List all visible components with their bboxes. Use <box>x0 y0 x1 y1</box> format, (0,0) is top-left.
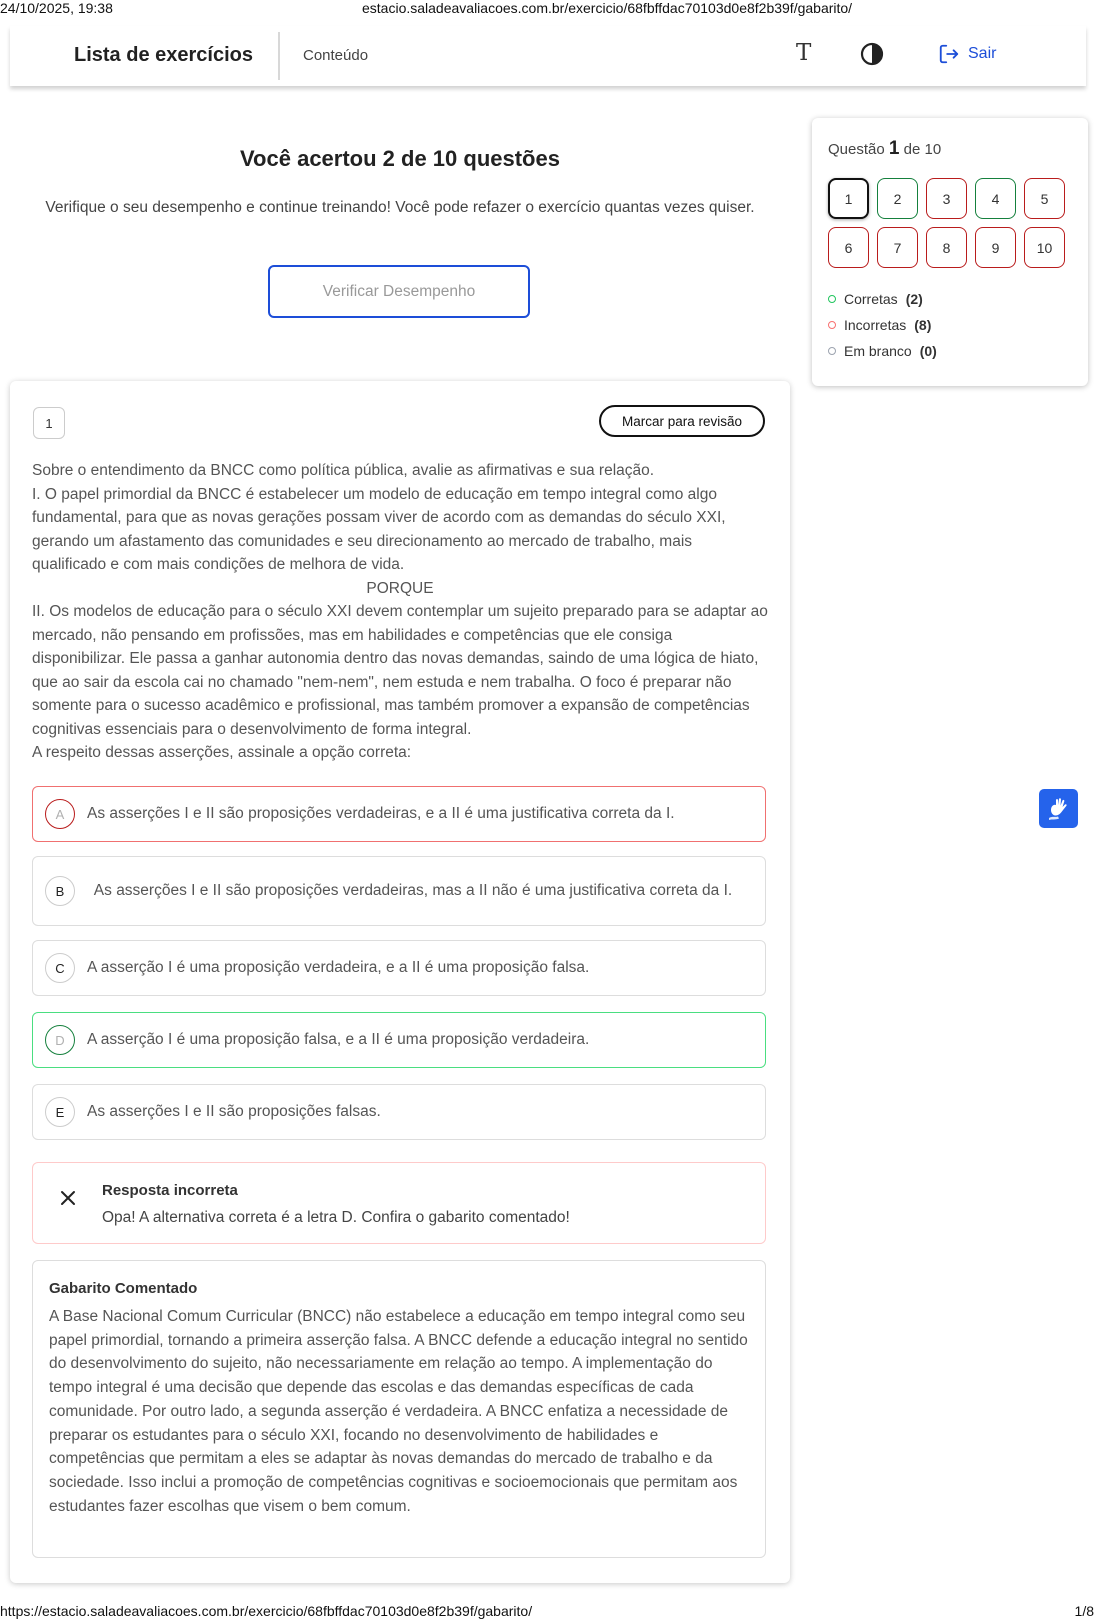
question-button-4[interactable]: 4 <box>975 178 1016 219</box>
question-position <box>828 138 941 160</box>
result-subtitle: Verifique o seu desempenho e continue treinando! Você pode refazer o exercício quantas vezes quiser. <box>45 199 755 216</box>
option-text-a: As asserções I e II são proposições verdadeiras, e a II é uma justificativa correta da I. <box>87 805 675 822</box>
question-navigator <box>812 118 1088 386</box>
option-letter-a: A <box>45 799 75 829</box>
print-header <box>0 0 1096 18</box>
status-legend <box>828 286 937 364</box>
question-card <box>10 381 790 1583</box>
close-icon <box>59 1189 77 1207</box>
statement-intro: Sobre o entendimento da BNCC como política pública, avalie as afirmativas e sua relação. <box>32 462 655 479</box>
option-b[interactable] <box>32 856 766 926</box>
libras-accessibility-button[interactable] <box>1039 789 1078 828</box>
verify-performance-button[interactable]: Verificar Desempenho <box>268 265 530 318</box>
top-navbar <box>10 26 1086 86</box>
feedback-message: Opa! A alternativa correta é a letra D. Confira o gabarito comentado! <box>102 1209 570 1226</box>
legend-correct-label: Corretas <box>844 291 898 307</box>
question-button-9[interactable]: 9 <box>975 227 1016 268</box>
option-letter-e: E <box>45 1097 75 1127</box>
print-url: estacio.saladeavaliacoes.com.br/exercicio/68fbffdac70103d0e8f2b39f/gabarito/ <box>362 0 853 16</box>
logout-button[interactable] <box>938 42 996 66</box>
question-button-3[interactable]: 3 <box>926 178 967 219</box>
question-statement <box>32 459 768 765</box>
sign-language-icon <box>1046 796 1072 822</box>
question-button-5[interactable]: 5 <box>1024 178 1065 219</box>
commented-answer <box>32 1260 766 1558</box>
navbar-divider <box>278 32 280 80</box>
incorrect-dot-icon <box>828 321 836 329</box>
question-button-8[interactable]: 8 <box>926 227 967 268</box>
question-position-current: 1 <box>888 138 900 159</box>
question-button-6[interactable]: 6 <box>828 227 869 268</box>
contrast-icon[interactable] <box>860 42 884 66</box>
option-a[interactable] <box>32 786 766 842</box>
commented-answer-title: Gabarito Comentado <box>49 1280 198 1297</box>
option-text-e: As asserções I e II são proposições falsas. <box>87 1103 381 1120</box>
question-position-suffix: de 10 <box>903 141 942 158</box>
legend-blank-label: Em branco <box>844 343 912 359</box>
legend-correct <box>828 286 937 312</box>
legend-correct-count: (2) <box>905 291 923 307</box>
option-letter-d: D <box>45 1025 75 1055</box>
answer-feedback <box>32 1162 766 1244</box>
blank-dot-icon <box>828 347 836 355</box>
print-page-number: 1/8 <box>1074 1603 1094 1619</box>
print-footer-url: https://estacio.saladeavaliacoes.com.br/exercicio/68fbffdac70103d0e8f2b39f/gabarito/ <box>0 1603 533 1619</box>
legend-incorrect <box>828 312 937 338</box>
option-d[interactable] <box>32 1012 766 1068</box>
legend-blank-count: (0) <box>919 343 937 359</box>
question-position-prefix: Questão <box>828 141 885 158</box>
question-button-2[interactable]: 2 <box>877 178 918 219</box>
option-text-b: As asserções I e II são proposições verdadeiras, mas a II não é uma justificativa correta da I. <box>93 882 733 899</box>
question-button-7[interactable]: 7 <box>877 227 918 268</box>
logout-icon <box>938 43 960 65</box>
mark-for-review-button[interactable]: Marcar para revisão <box>599 405 765 437</box>
question-button-1[interactable]: 1 <box>828 178 869 219</box>
print-datetime: 24/10/2025, 19:38 <box>0 0 113 16</box>
result-title: Você acertou 2 de 10 questões <box>240 146 560 171</box>
feedback-title: Resposta incorreta <box>102 1182 238 1199</box>
statement-assertion-2: II. Os modelos de educação para o século XXI devem contemplar um sujeito preparado para se adaptar ao mercado, não pensando em profissões, mas em habilidades e competências que ele consiga disponibilizar. Ele passa a ganhar autonomia dentro das novas demandas, saindo de uma lógica de hiato, que ao sair da escola cai no chamado "nem-nem", nem estuda e nem trabalha. O foco é preparar não somente para o sucesso acadêmico e profissional, mas também promover a expansão de competências cognitivas essenciais para o desenvolvimento de forma integral. <box>32 603 768 738</box>
question-number-badge: 1 <box>33 407 65 439</box>
font-size-icon[interactable]: T <box>796 40 812 66</box>
option-text-c: A asserção I é uma proposição verdadeira, e a II é uma proposição falsa. <box>87 959 590 976</box>
statement-prompt: A respeito dessas asserções, assinale a opção correta: <box>32 744 412 761</box>
option-e[interactable] <box>32 1084 766 1140</box>
correct-dot-icon <box>828 295 836 303</box>
option-letter-c: C <box>45 953 75 983</box>
statement-connector: PORQUE <box>366 579 434 597</box>
content-link[interactable]: Conteúdo <box>303 47 369 64</box>
commented-answer-body: A Base Nacional Comum Curricular (BNCC) não estabelece a educação em tempo integral como seu papel primordial, tornando a primeira asserção falsa. A BNCC defende a educação integral no sentido do desenvolvimento do sujeito, não necessariamente em relação ao tempo. A implementação do tempo integral é uma decisão que depende das escolas e das demandas específicas de cada comunidade. Por outro lado, a segunda asserção é verdadeira. A BNCC enfatiza a necessidade de preparar os estudantes para o século XXI, focando no desenvolvimento de habilidades e competências que permitam a eles se adaptar às novas demandas do mercado de trabalho e da sociedade. Isso inclui a promoção de competências cognitivas e socioemocionais que permitam aos estudantes fazer escolhas que visem o bem comum. <box>49 1308 748 1515</box>
legend-blank <box>828 338 937 364</box>
option-text-d: A asserção I é uma proposição falsa, e a II é uma proposição verdadeira. <box>87 1031 590 1048</box>
print-footer <box>0 1603 1096 1621</box>
app-title: Lista de exercícios <box>74 44 253 66</box>
option-c[interactable] <box>32 940 766 996</box>
logout-label: Sair <box>968 45 997 62</box>
legend-incorrect-label: Incorretas <box>844 317 907 333</box>
legend-incorrect-count: (8) <box>914 317 932 333</box>
statement-assertion-1: I. O papel primordial da BNCC é estabelecer um modelo de educação em tempo integral como algo fundamental, para que as novas gerações possam viver de acordo com as demandas do século XXI, gerando um afastamento das comunidades e seu direcionamento ao mercado de trabalho, mais qualificado e com mais condições de melhora de vida. <box>32 485 726 573</box>
question-button-10[interactable]: 10 <box>1024 227 1065 268</box>
option-letter-b: B <box>45 876 75 906</box>
